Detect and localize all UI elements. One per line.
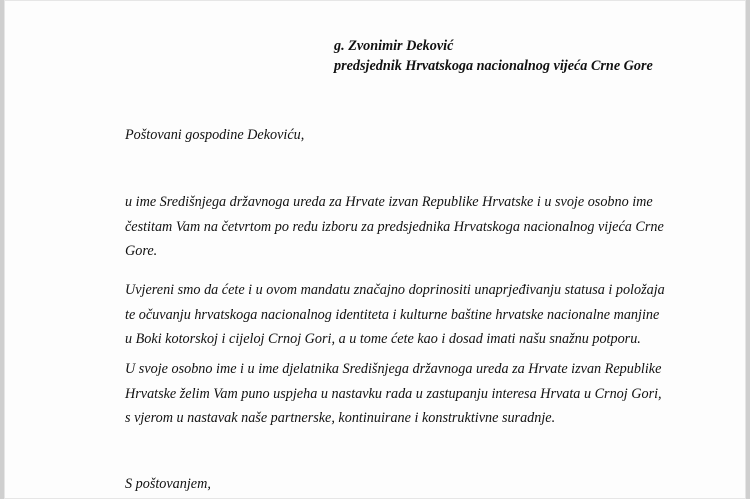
paragraph-confidence — [125, 278, 665, 352]
paragraph-line: u Boki kotorskoj i cijeloj Crnoj Gori, a u tome ćete kao i dosad imati našu snažnu potporu. — [125, 331, 641, 347]
paragraph-line: te očuvanju hrvatskoga nacionalnog identiteta i kulturne baštine hrvatske nacionalne manjine — [125, 306, 660, 323]
paragraph-line: Gore. — [125, 243, 158, 259]
recipient-title: predsjednik Hrvatskoga nacionalnog vijeća Crne Gore — [334, 58, 653, 74]
paragraph-congratulations — [125, 190, 664, 264]
paragraph-line: U svoje osobno ime i u ime djelatnika Središnjega državnoga ureda za Hrvate izvan Republike — [125, 361, 662, 377]
closing-phrase: S poštovanjem, — [125, 476, 211, 492]
paragraph-line: s vjerom u nastavak naše partnerske, kontinuirane i konstruktivne suradnje. — [125, 410, 556, 426]
paragraph-line: čestitam Vam na četvrtom po redu izboru za predsjednika Hrvatskoga nacionalnog vijeća Crne — [125, 218, 664, 235]
letter-page — [4, 0, 746, 499]
paragraph-wishes — [125, 357, 662, 431]
page-edge-right — [746, 0, 750, 499]
recipient-block — [334, 36, 653, 76]
paragraph-line: Hrvatske želim Vam puno uspjeha u nastavku rada u zastupanju interesa Hrvata u Crnoj Gori, — [125, 385, 662, 402]
paragraph-line: Uvjereni smo da ćete i u ovom mandatu značajno doprinositi unaprjeđivanju statusa i položaja — [125, 282, 665, 298]
recipient-name: g. Zvonimir Deković — [334, 38, 454, 54]
salutation: Poštovani gospodine Dekoviću, — [125, 127, 305, 143]
paragraph-line: u ime Središnjega državnoga ureda za Hrvate izvan Republike Hrvatske i u svoje osobno ime — [125, 194, 653, 210]
